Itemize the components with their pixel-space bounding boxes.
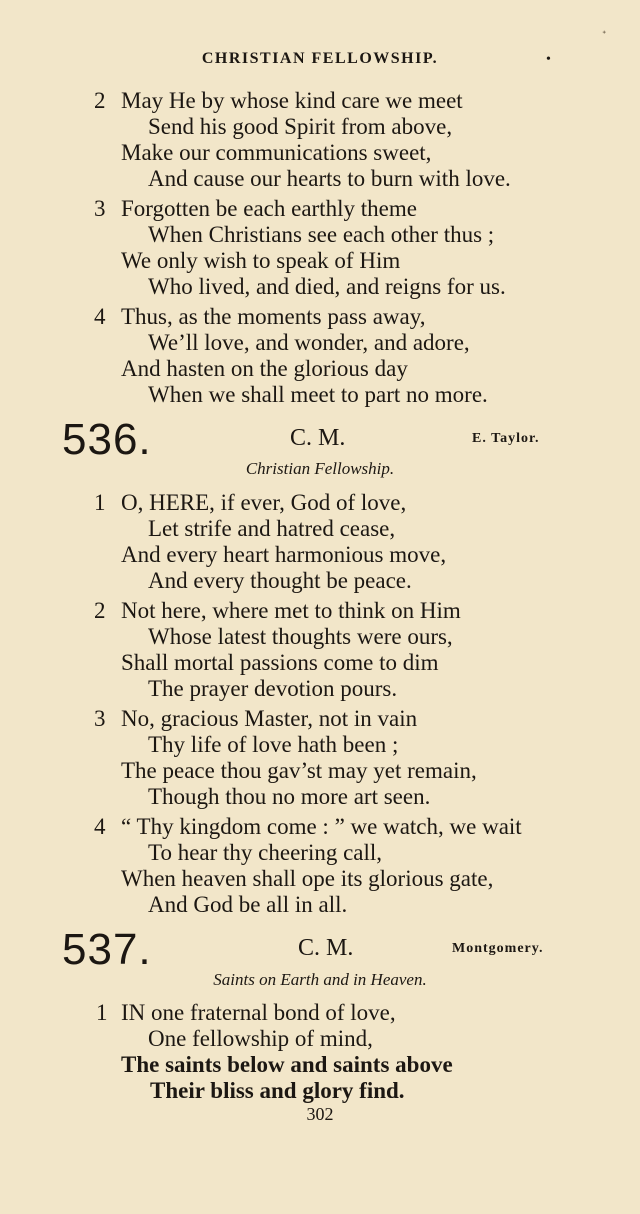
header-mark: •: [546, 52, 551, 67]
hymn-subtitle: Christian Fellowship.: [245, 459, 395, 478]
verse-line: We only wish to speak of Him: [121, 248, 401, 273]
verse-line: Thy life of love hath been ;: [148, 732, 399, 757]
stanza-number: 3: [94, 706, 106, 731]
hymn-subtitle: Saints on Earth and in Heaven.: [213, 970, 427, 989]
author-name: Montgomery.: [452, 941, 544, 956]
corner-mark: ᐩ: [602, 29, 607, 41]
meter-label: C. M.: [290, 425, 346, 451]
verse-line: We’ll love, and wonder, and adore,: [148, 330, 470, 355]
stanza-number: 4: [94, 304, 106, 329]
stanza-number: 1: [94, 490, 106, 515]
stanza-number: 4: [94, 814, 106, 839]
stanza-number: 2: [94, 88, 106, 113]
hymn-number: 537.: [62, 925, 152, 974]
meter-label: C. M.: [298, 935, 354, 961]
verse-line: When Christians see each other thus ;: [148, 222, 495, 247]
verse-line: Their bliss and glory find.: [150, 1078, 405, 1103]
running-header: CHRISTIAN FELLOWSHIP.: [201, 50, 439, 67]
verse-line: And cause our hearts to burn with love.: [148, 166, 511, 191]
stanza-number: 3: [94, 196, 106, 221]
verse-line: And hasten on the glorious day: [121, 356, 408, 381]
verse-line: May He by whose kind care we meet: [121, 88, 463, 113]
verse-line: Send his good Spirit from above,: [148, 114, 453, 139]
verse-line: When we shall meet to part no more.: [148, 382, 488, 407]
verse-line: And God be all in all.: [148, 892, 348, 917]
verse-line: When heaven shall ope its glorious gate,: [121, 866, 494, 891]
verse-line: O, HERE, if ever, God of love,: [121, 490, 407, 515]
verse-line: Who lived, and died, and reigns for us.: [148, 274, 506, 299]
verse-line: “ Thy kingdom come : ” we watch, we wait: [121, 814, 522, 839]
verse-line: Forgotten be each earthly theme: [121, 196, 417, 221]
verse-line: Thus, as the moments pass away,: [121, 304, 426, 329]
verse-line: And every heart harmonious move,: [121, 542, 447, 567]
verse-line: The peace thou gav’st may yet remain,: [121, 758, 477, 783]
verse-line: IN one fraternal bond of love,: [121, 1000, 396, 1025]
verse-line: The saints below and saints above: [121, 1052, 453, 1077]
stanza-number: 1: [96, 1000, 108, 1025]
verse-line: Whose latest thoughts were ours,: [148, 624, 453, 649]
hymn-number: 536.: [62, 415, 152, 464]
author-name: E. Taylor.: [472, 431, 540, 446]
page-number: 302: [306, 1104, 334, 1124]
verse-line: Make our communications sweet,: [121, 140, 432, 165]
verse-line: No, gracious Master, not in vain: [121, 706, 418, 731]
stanza-number: 2: [94, 598, 106, 623]
verse-line: To hear thy cheering call,: [148, 840, 383, 865]
verse-line: One fellowship of mind,: [148, 1026, 373, 1051]
verse-line: Let strife and hatred cease,: [148, 516, 396, 541]
verse-line: The prayer devotion pours.: [148, 676, 398, 701]
verse-line: Though thou no more art seen.: [148, 784, 431, 809]
verse-line: And every thought be peace.: [148, 568, 412, 593]
verse-line: Shall mortal passions come to dim: [121, 650, 439, 675]
verse-line: Not here, where met to think on Him: [121, 598, 461, 623]
